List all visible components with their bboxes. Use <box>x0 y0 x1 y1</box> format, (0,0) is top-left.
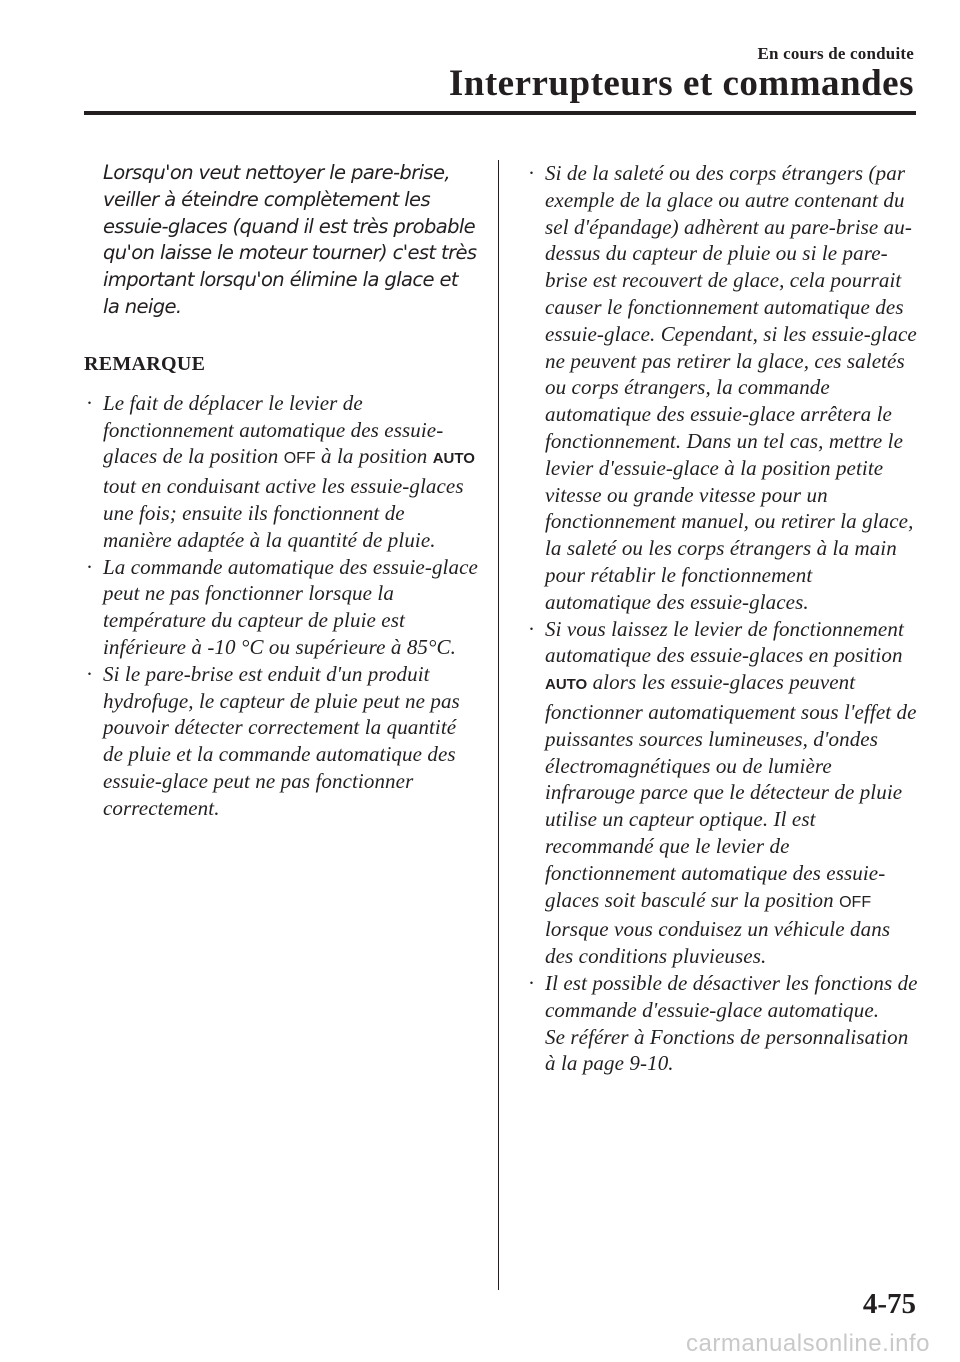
list-item <box>78 661 478 822</box>
list-item <box>520 160 920 616</box>
note-heading: REMARQUE <box>84 352 206 375</box>
section-name: En cours de conduite <box>757 44 914 63</box>
position-off-label: OFF <box>839 893 872 911</box>
header-rule <box>84 111 916 115</box>
list-item <box>78 390 478 554</box>
list-item <box>520 970 920 1077</box>
note-text: lorsque vous conduisez un véhicule dans des conditions pluvieuses. <box>545 917 891 969</box>
page-title: Interrupteurs et commandes <box>448 63 914 104</box>
note-list-left <box>78 390 478 822</box>
bullet-marker: · <box>528 616 536 641</box>
note-list-right <box>520 160 920 1077</box>
left-column <box>78 160 478 822</box>
watermark: carmanualsonline.info <box>686 1330 930 1357</box>
position-off-label: OFF <box>283 450 316 468</box>
note-text: Si de la saleté ou des corps étrangers (par exemple de la glace ou autre contenant du sel d'épandage) adhèrent au pare-brise au-dessus du capteur de pluie ou si le pare-brise est recouvert de glace, cela pourrait causer le fonctionnement automatique des essuie-glace. Cependant, si les essuie-glace ne peuvent pas retirer la glace, ces saletés ou corps étrangers, la commande automatique des essuie-glace arrêtera le fonctionnement. Dans un tel cas, mettre le levier d'essuie-glace à la position petite vitesse ou grande vitesse pour un fonctionnement manuel, ou retirer la glace, la saleté ou les corps étrangers à la main pour rétablir le fonctionnement automatique des essuie-glaces. <box>545 161 917 614</box>
bullet-marker: · <box>86 554 94 579</box>
position-auto-label: AUTO <box>545 676 588 694</box>
bullet-marker: · <box>86 661 94 686</box>
bullet-marker: · <box>86 390 94 415</box>
note-text: alors les essuie-glaces peuvent fonctionner automatiquement sous l'effet de puissantes sources lumineuses, d'ondes électromagnétiques ou de lumière infrarouge parce que le détecteur de pluie utilise un capteur optique. Il est recommandé que le levier de fonctionnement automatique des essuie-glaces soit basculé sur la position <box>545 670 917 912</box>
list-item <box>520 616 920 970</box>
page-number: 4-75 <box>862 1288 916 1320</box>
note-text: Si vous laissez le levier de fonctionnement automatique des essuie-glaces en position <box>545 616 904 668</box>
bullet-marker: · <box>528 161 536 185</box>
bullet-marker: · <box>528 970 536 995</box>
note-text: Il est possible de désactiver les fonctions de commande d'essuie-glace automatique. <box>545 970 918 1022</box>
note-text: Si le pare-brise est enduit d'un produit hydrofuge, le capteur de pluie peut ne pas pouvoir détecter correctement la quantité de pluie et la commande automatique des essuie-glace peut ne pas fonctionner correctement. <box>103 661 460 820</box>
note-text: La commande automatique des essuie-glace peut ne pas fonctionner lorsque la température du capteur de pluie est inférieure à -10 °C ou supérieure à 85°C. <box>103 554 478 659</box>
cross-reference: Se référer à Fonctions de personnalisation à la page 9-10. <box>545 1024 909 1076</box>
position-auto-label: AUTO <box>432 450 475 468</box>
list-item <box>78 554 478 661</box>
note-text: tout en conduisant active les essuie-glaces une fois; ensuite ils fonctionnent de manière adaptée à la quantité de pluie. <box>103 474 464 552</box>
note-text: à la position <box>315 444 433 469</box>
right-column <box>520 160 920 1077</box>
caution-text: Lorsqu'on veut nettoyer le pare-brise, veiller à éteindre complètement les essuie-glaces (quand il est très probable qu'on laisse le moteur tourner) c'est très important lorsqu'on élimine la glace et la neige. <box>103 161 477 318</box>
column-divider <box>498 160 499 1290</box>
note-text: Le fait de déplacer le levier de fonctionnement automatique des essuie-glaces de la position <box>103 390 444 469</box>
